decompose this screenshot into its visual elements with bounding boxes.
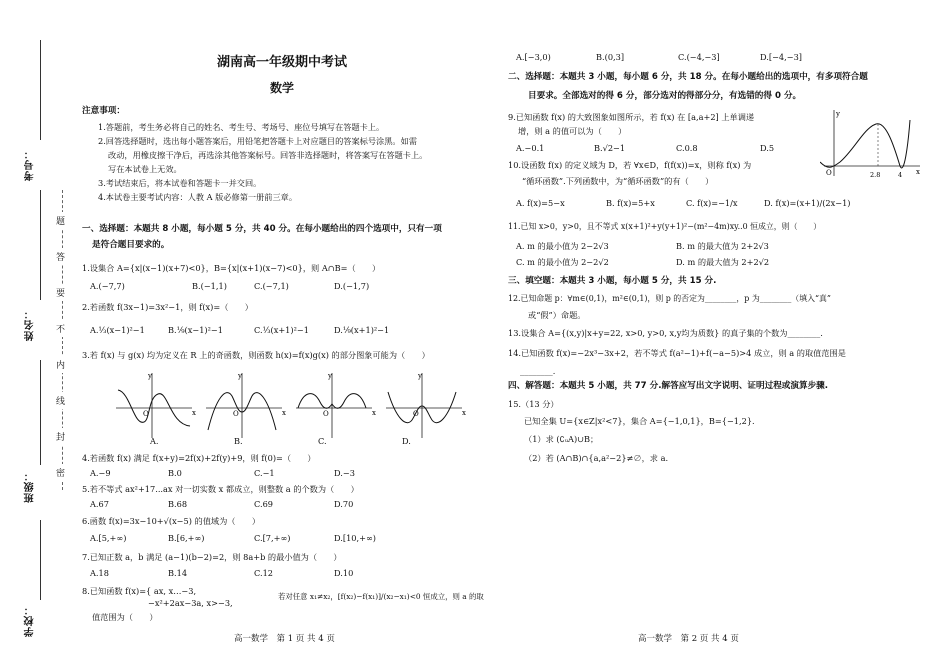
graph-tick-4: 4 <box>898 171 903 179</box>
seal-char: 线 <box>56 392 65 409</box>
class-line <box>40 360 41 465</box>
option-c: C.⅓(x+1)²−1 <box>254 325 309 335</box>
graph-b <box>206 372 286 438</box>
question-8-line2: −x²+2ax−3a, x>−3, <box>148 598 233 608</box>
exam-no-label: 考号： <box>25 148 36 181</box>
seal-char: 要 <box>56 284 65 301</box>
option-c: C. f(x)=−1/x <box>686 198 738 208</box>
svg-text:x: x <box>462 409 466 417</box>
option-a: A.⅓(x−1)²−1 <box>90 325 145 335</box>
seal-char: 题 <box>56 212 65 229</box>
option-d: D.[−4,−3] <box>760 52 803 62</box>
name-line <box>40 190 41 300</box>
option-c: C.(−4,−3] <box>678 52 720 62</box>
option-d: D.⅑(x+1)²−1 <box>334 325 390 335</box>
section-three-heading: 三、填空题：本题共 3 小题，每小题 5 分，共 15 分. <box>508 276 717 286</box>
question-15-part1: （1）求 (∁ᵤA)∪B； <box>524 434 599 444</box>
question-11: 11.已知 x>0，y>0，且不等式 x(x+1)²+y(y+1)²−(m²−4m)xy..0 恒成立，则（ ） <box>508 222 822 231</box>
exam-title: 湖南高一年级期中考试 <box>216 55 347 70</box>
option-a: A.67 <box>90 499 109 509</box>
svg-text:y: y <box>148 372 152 380</box>
notice-line: 3.考试结束后，将本试卷和答题卡一并交回。 <box>98 178 262 188</box>
svg-text:y: y <box>418 372 422 380</box>
page-two <box>508 0 928 672</box>
option-b: B.[6,+∞) <box>168 533 205 543</box>
question-8-line3: 若对任意 x₁≠x₂，[f(x₂)−f(x₁)]/(x₂−x₁)<0 恒成立，则 a 的取 <box>278 592 484 601</box>
option-d: D.(−1,7) <box>334 281 370 291</box>
seal-char: 不 <box>56 320 65 337</box>
question-12-line2: 或“假”）命题。 <box>528 310 586 320</box>
question-2: 2.若函数 f(3x−1)=3x²−1，则 f(x)=（ ） <box>82 302 253 312</box>
option-b: B.14 <box>168 568 188 578</box>
question-9-graph <box>820 106 924 180</box>
svg-text:y: y <box>328 372 332 380</box>
question-5: 5.若不等式 ax²+17...ax 对一切实数 x 都成立，则整数 a 的个数为（ ） <box>82 484 359 494</box>
school-label: 学校： <box>25 604 36 637</box>
svg-text:O: O <box>233 410 239 418</box>
graph-origin: O <box>826 169 832 177</box>
section-one-heading: 一、选择题：本题共 8 小题，每小题 5 分，共 40 分。在每小题给出的四个选项中，只有一项 <box>82 224 442 234</box>
option-d: D. m 的最大值为 2+2√2 <box>676 257 770 267</box>
seal-char: 封 <box>56 428 65 445</box>
graph-tick-2-8: 2.8 <box>870 171 881 179</box>
question-7: 7.已知正数 a，b 满足 (a−1)(b−2)=2，则 8a+b 的最小值为（ ） <box>82 552 342 562</box>
seal-char: 密 <box>56 464 65 481</box>
option-b: B.0 <box>168 468 182 478</box>
question-15-heading: 15.（13 分） <box>508 399 559 409</box>
option-b: B.(0,3] <box>596 52 625 62</box>
svg-text:x: x <box>192 409 196 417</box>
option-a: A. f(x)=5−x <box>516 198 565 208</box>
graph-d <box>386 372 466 438</box>
svg-text:O: O <box>413 410 419 418</box>
question-6: 6.函数 f(x)=3x−10+√(x−5) 的值域为（ ） <box>82 516 261 526</box>
svg-text:x: x <box>372 409 376 417</box>
option-d: D.−3 <box>334 468 355 478</box>
question-13: 13.设集合 A={(x,y)|x+y=22, x>0, y>0, x,y均为质数} 的真子集的个数为________. <box>508 328 823 338</box>
section-one-heading-cont: 是符合题目要求的。 <box>92 240 170 250</box>
question-3-graphs <box>112 368 482 448</box>
question-10-line2: “循环函数”.下列函数中，为“循环函数”的有（ ） <box>522 176 714 186</box>
binding-strip <box>0 0 78 672</box>
question-8-line4: 值范围为（ ） <box>92 612 158 622</box>
section-two-heading: 二、选择题：本题共 3 小题，每小题 6 分，共 18 分。在每小题给出的选项中，有多项符合题 <box>508 72 868 82</box>
notice-line: 写在本试卷上无效。 <box>108 164 182 174</box>
class-label: 班级： <box>25 470 36 503</box>
question-9-line2: 增，则 a 的值可以为（ ） <box>518 126 627 136</box>
exam-no-line <box>40 40 41 140</box>
page-two-footer: 高一数学 第 2 页 共 4 页 <box>638 634 739 644</box>
option-c: C.(−7,1) <box>254 281 289 291</box>
option-a: A.−0.1 <box>516 143 545 153</box>
seal-char: 内 <box>56 356 65 373</box>
option-c: C.12 <box>254 568 273 578</box>
question-4: 4.若函数 f(x) 满足 f(x+y)=2f(x)+2f(y)+9，则 f(0)=（ ） <box>82 453 316 463</box>
notice-line: 4.本试卷主要考试内容：人教 A 版必修第一册前三章。 <box>98 192 298 202</box>
question-15-stem: 已知全集 U={x∈Z|x²<7}，集合 A={−1,0,1}，B={−1,2}. <box>524 416 755 426</box>
option-b: B.(−1,1) <box>192 281 227 291</box>
option-a: A.(−7,7) <box>90 281 125 291</box>
option-b: B. f(x)=5+x <box>606 198 655 208</box>
graph-label-d: D. <box>402 436 411 446</box>
notice-line: 改动，用橡皮擦干净后，再选涂其他答案标号。回答非选择题时，将答案写在答题卡上。 <box>108 150 428 160</box>
option-a: A.[−3,0) <box>516 52 551 62</box>
subject-title: 数学 <box>269 81 294 95</box>
option-d: D.10 <box>334 568 354 578</box>
section-two-heading-cont: 目要求。全部选对的得 6 分，部分选对的得部分分，有选错的得 0 分。 <box>528 91 802 101</box>
option-d: D.5 <box>760 143 775 153</box>
question-14-line2: ________. <box>520 366 556 376</box>
graph-label-c: C. <box>318 436 327 446</box>
page-one-footer: 高一数学 第 1 页 共 4 页 <box>234 634 335 644</box>
svg-text:O: O <box>323 410 329 418</box>
notice-line: 1.答题前，考生务必将自己的姓名、考生号、考场号、座位号填写在答题卡上。 <box>98 122 385 132</box>
graph-label-b: B. <box>234 436 243 446</box>
graph-x-label: x <box>916 168 920 176</box>
option-d: D.70 <box>334 499 354 509</box>
graph-label-a: A. <box>150 436 159 446</box>
option-d: D. f(x)=(x+1)/(2x−1) <box>764 198 851 208</box>
svg-text:y: y <box>238 372 242 380</box>
option-a: A. m 的最小值为 2−2√3 <box>516 241 609 251</box>
option-d: D.[10,+∞) <box>334 533 376 543</box>
question-12-line1: 12.已知命题 p：∀m∈(0,1)，m²∈(0,1)，则 p 的否定为________，p 为________（填入“真” <box>508 294 831 303</box>
question-1: 1.设集合 A={x|(x−1)(x+7)<0}，B={x|(x+1)(x−7)<0}，则 A∩B=（ ） <box>82 263 381 273</box>
option-a: A.[5,+∞) <box>90 533 127 543</box>
option-c: C.69 <box>254 499 273 509</box>
question-8-line1: 8.已知函数 f(x)={ ax, x…−3, <box>82 586 197 596</box>
option-b: B.√2−1 <box>594 143 626 153</box>
graph-c <box>296 372 376 438</box>
option-b: B.⅑(x−1)²−1 <box>168 325 223 335</box>
section-four-heading: 四、解答题：本题共 5 小题，共 77 分.解答应写出文字说明、证明过程或演算步骤. <box>508 381 829 391</box>
notice-line: 2.回答选择题时，选出每小题答案后，用铅笔把答题卡上对应题目的答案标号涂黑。如需 <box>98 136 417 146</box>
option-c: C.[7,+∞) <box>254 533 291 543</box>
option-c: C.0.8 <box>676 143 698 153</box>
option-c: C. m 的最小值为 2−2√2 <box>516 257 609 267</box>
option-a: A.−9 <box>90 468 111 478</box>
option-c: C.−1 <box>254 468 275 478</box>
seal-line <box>62 190 63 490</box>
option-a: A.18 <box>90 568 109 578</box>
graph-a <box>116 372 196 438</box>
question-14-line1: 14.已知函数 f(x)=−2x³−3x+2，若不等式 f(a²−1)+f(−a−5)>4 成立，则 a 的取值范围是 <box>508 348 846 358</box>
question-3: 3.若 f(x) 与 g(x) 均为定义在 R 上的奇函数，则函数 h(x)=f(x)g(x) 的部分图象可能为（ ） <box>82 350 430 360</box>
graph-y-label: y <box>836 110 840 118</box>
school-line <box>40 520 41 600</box>
option-b: B.68 <box>168 499 188 509</box>
question-15-part2: （2）若 (A∩B)∩{a,a²−2}≠∅，求 a. <box>524 453 669 463</box>
notice-title: 注意事项： <box>82 106 125 116</box>
svg-text:x: x <box>282 409 286 417</box>
seal-char: 答 <box>56 248 65 265</box>
question-10-line1: 10.设函数 f(x) 的定义域为 D，若 ∀x∈D，f(f(x))=x，则称 f(x) 为 <box>508 160 752 170</box>
question-9-line1: 9.已知函数 f(x) 的大致图象如图所示，若 f(x) 在 [a,a+2] 上单调递 <box>508 112 755 122</box>
page-one <box>82 0 482 672</box>
name-label: 姓名： <box>25 308 36 341</box>
svg-text:O: O <box>143 410 149 418</box>
option-b: B. m 的最大值为 2+2√3 <box>676 241 769 251</box>
